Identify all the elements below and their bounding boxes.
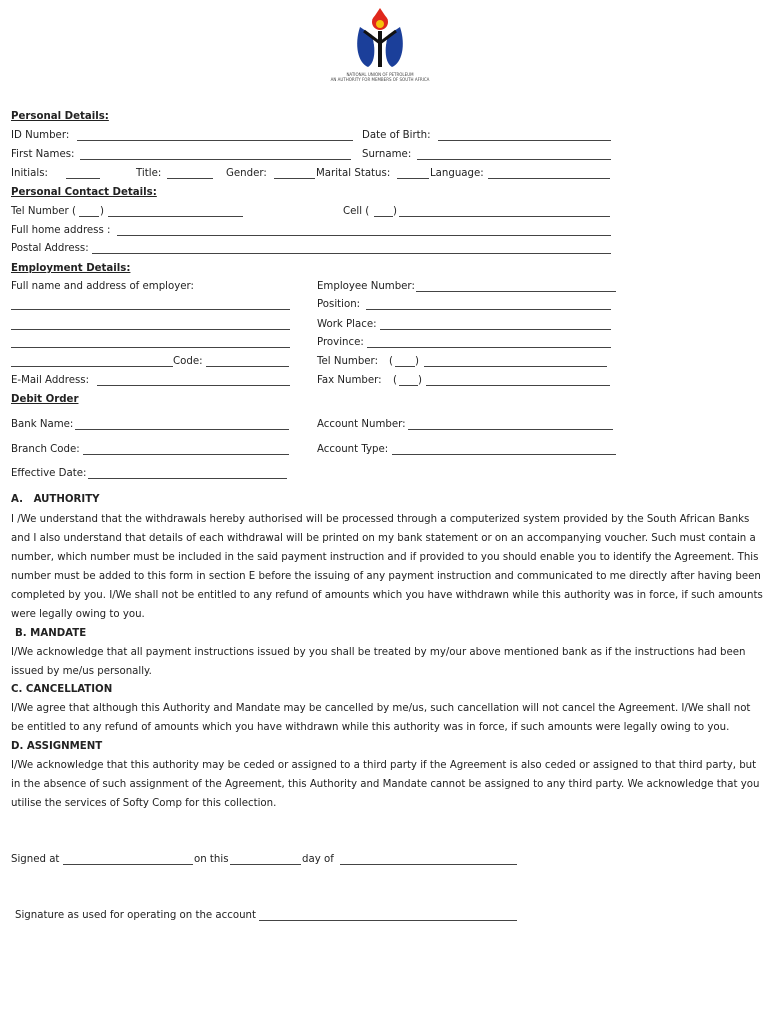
full-home-address-label: Full home address : [11, 225, 111, 236]
cell-label: Cell ( [343, 206, 370, 217]
account-type-field[interactable] [392, 454, 616, 455]
initials-label: Initials: [11, 168, 48, 179]
employment-tel-paren-open: ( [389, 356, 393, 367]
position-label: Position: [317, 299, 361, 310]
authority-heading: A. AUTHORITY [11, 494, 100, 505]
language-field[interactable] [488, 178, 610, 179]
province-label: Province: [317, 337, 364, 348]
work-place-label: Work Place: [317, 319, 377, 330]
account-number-label: Account Number: [317, 419, 406, 430]
first-names-label: First Names: [11, 149, 75, 160]
work-place-field[interactable] [380, 329, 611, 330]
branch-code-label: Branch Code: [11, 444, 80, 455]
tel-number-label: Tel Number ( [11, 206, 76, 217]
code-label: Code: [173, 356, 203, 367]
signed-at-label: Signed at [11, 854, 60, 865]
bank-name-label: Bank Name: [11, 419, 74, 430]
postal-address-label: Postal Address: [11, 243, 89, 254]
province-field[interactable] [367, 347, 611, 348]
date-of-birth-label: Date of Birth: [362, 130, 431, 141]
language-label: Language: [430, 168, 484, 179]
logo-caption-line-1: NATIONAL UNION OF PETROLEUM [346, 72, 414, 77]
full-home-address-field[interactable] [117, 235, 611, 236]
cell-number-field[interactable] [399, 216, 610, 217]
on-this-label: on this [194, 854, 229, 865]
contact-details-heading: Personal Contact Details: [11, 187, 157, 198]
employee-number-field[interactable] [416, 291, 616, 292]
signature-field[interactable] [259, 920, 517, 921]
bank-name-field[interactable] [75, 429, 289, 430]
branch-code-field[interactable] [83, 454, 289, 455]
marital-status-label: Marital Status: [316, 168, 391, 179]
employer-address-line-2[interactable] [11, 329, 290, 330]
title-label: Title: [136, 168, 162, 179]
day-of-label: day of [302, 854, 334, 865]
signature-label: Signature as used for operating on the account [15, 910, 257, 921]
logo-emblem [300, 5, 460, 87]
surname-label: Surname: [362, 149, 412, 160]
employee-number-label: Employee Number: [317, 281, 415, 292]
fax-number-label: Fax Number: [317, 375, 382, 386]
gender-field[interactable] [274, 178, 315, 179]
account-number-field[interactable] [408, 429, 613, 430]
employment-tel-paren-close: ) [415, 356, 419, 367]
marital-status-field[interactable] [397, 178, 429, 179]
account-type-label: Account Type: [317, 444, 389, 455]
title-field[interactable] [167, 178, 213, 179]
logo-caption-line-2: AN AUTHORITY FOR MEMBERS OF SOUTH AFRICA [330, 77, 430, 82]
cancellation-body: I/We agree that although this Authority and Mandate may be cancelled by me/us, such cancellation will not cancel the Agreement. I/We shall not be entitled to any refund of amounts which you have withdrawn while this authority was in force, if such amounts were legally owing to you. [11, 703, 751, 734]
id-number-label: ID Number: [11, 130, 70, 141]
first-names-field[interactable] [80, 159, 351, 160]
effective-date-label: Effective Date: [11, 468, 87, 479]
fax-number-field[interactable] [426, 385, 610, 386]
assignment-body: I/We acknowledge that this authority may be ceded or assigned to a third party if the Agreement is also ceded or assigned to that third party, but in the absence of such assignment of the Agreement, this Authority and Mandate cannot be assigned to any third party. We acknowledge that you utilise the services of Softy Comp for this collection. [11, 760, 760, 810]
fax-paren-close: ) [418, 375, 422, 386]
debit-order-heading: Debit Order [11, 394, 79, 405]
postal-address-field[interactable] [92, 253, 611, 254]
employer-label: Full name and address of employer: [11, 281, 194, 292]
date-of-birth-field[interactable] [438, 140, 611, 141]
tel-number-field[interactable] [108, 216, 243, 217]
tel-paren-close: ) [100, 206, 104, 217]
employment-tel-label: Tel Number: [317, 356, 379, 367]
employment-details-heading: Employment Details: [11, 263, 131, 274]
mandate-body: I/We acknowledge that all payment instructions issued by you shall be treated by my/our above mentioned bank as if the instructions had been issued by me/us personally. [11, 647, 746, 678]
day-of-field[interactable] [340, 864, 517, 865]
authority-body: I /We understand that the withdrawals hereby authorised will be processed through a computerized system provided by the South African Banks and I also understand that details of each withdrawal will be printed on my bank statement or on an accompanying voucher. Such must contain a number, which number must be included in the said payment instruction and if provided to you should enable you to identify the Agreement. This number must be added to this form in section E before the issuing of any payment instruction and communicated to me directly after having been completed by you. I/We shall not be entitled to any refund of amounts which you have withdrawn while this authority was in force, if such amounts were legally owing to you. [11, 514, 763, 621]
cell-paren-close: ) [393, 206, 397, 217]
position-field[interactable] [366, 309, 611, 310]
effective-date-field[interactable] [88, 478, 287, 479]
personal-details-heading: Personal Details: [11, 111, 109, 122]
gender-label: Gender: [226, 168, 267, 179]
initials-field[interactable] [66, 178, 100, 179]
employer-address-line-3[interactable] [11, 347, 290, 348]
mandate-heading: B. MANDATE [15, 628, 87, 639]
email-field[interactable] [97, 385, 290, 386]
employment-tel-area-code-field[interactable] [395, 366, 415, 367]
code-field[interactable] [206, 366, 289, 367]
fax-paren-open: ( [393, 375, 397, 386]
tel-area-code-field[interactable] [79, 216, 99, 217]
assignment-heading: D. ASSIGNMENT [11, 741, 103, 752]
cell-area-code-field[interactable] [374, 216, 393, 217]
logo-emblem-icon [300, 5, 460, 71]
email-label: E-Mail Address: [11, 375, 90, 386]
cancellation-heading: C. CANCELLATION [11, 684, 113, 695]
id-number-field[interactable] [77, 140, 353, 141]
signed-at-field[interactable] [63, 864, 193, 865]
employer-address-line-1[interactable] [11, 309, 290, 310]
fax-area-code-field[interactable] [399, 385, 418, 386]
on-this-field[interactable] [230, 864, 301, 865]
employer-address-line-4[interactable] [11, 366, 173, 367]
surname-field[interactable] [417, 159, 611, 160]
employment-tel-field[interactable] [424, 366, 607, 367]
